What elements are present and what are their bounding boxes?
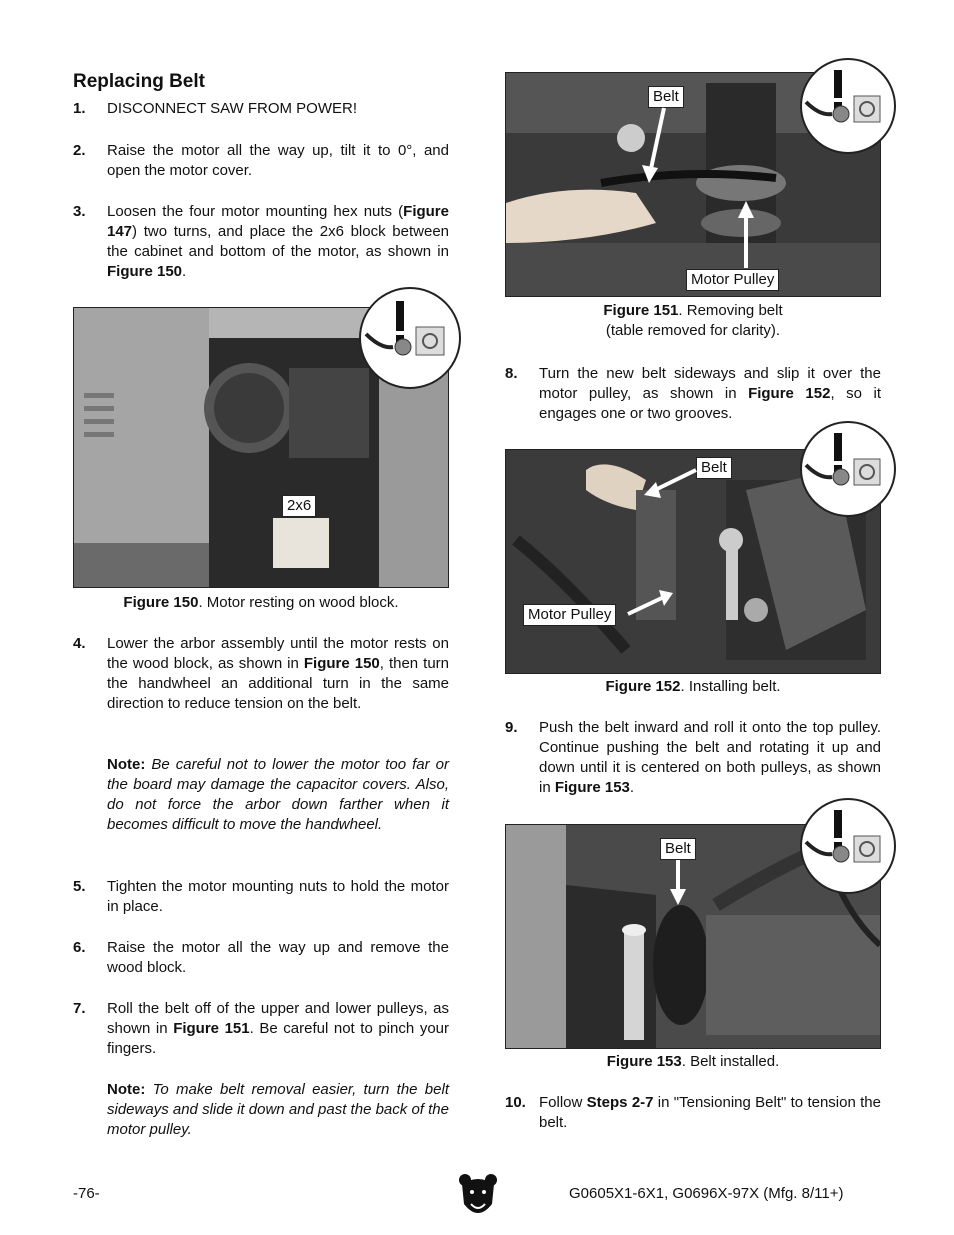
note-2: Note: To make belt removal easier, turn the belt sideways and slide it down and past the back of the motor pulley. — [107, 1081, 449, 1138]
callout-2x6: 2x6 — [282, 495, 316, 517]
step-10: 10. Follow Steps 2-7 in "Tensioning Belt" to tension the belt. — [505, 1094, 881, 1131]
warning-icon — [800, 798, 896, 894]
callout-belt-151: Belt — [648, 86, 684, 108]
step-6: 6. Raise the motor all the way up and remove the wood block. — [73, 939, 449, 976]
page-number: -76- — [73, 1185, 100, 1202]
wood-block — [273, 518, 329, 568]
step-2: 2. Raise the motor all the way up, tilt it to 0°, and open the motor cover. — [73, 142, 449, 179]
note-1: Note: Be careful not to lower the motor too far or the board may damage the capacitor covers. Also, do not force the arbor down farther when it becomes difficult to move the handwheel. — [107, 756, 449, 833]
section-title: Replacing Belt — [73, 71, 205, 92]
callout-motor-pulley-152: Motor Pulley — [523, 604, 616, 626]
warning-icon — [359, 287, 461, 389]
figure-151-caption: Figure 151. Removing belt (table removed for clarity). — [603, 302, 783, 339]
bear-logo-icon — [458, 1172, 498, 1222]
figure-150-caption: Figure 150. Motor resting on wood block. — [123, 594, 399, 611]
model-info: G0605X1-6X1, G0696X-97X (Mfg. 8/11+) — [569, 1185, 844, 1202]
callout-belt-153: Belt — [660, 838, 696, 860]
step-4: 4. Lower the arbor assembly until the motor rests on the wood block, as shown in Figure 150, then turn the handwheel an additional turn in the same direction to reduce tension on the belt. — [73, 635, 450, 712]
step-7: 7. Roll the belt off of the upper and lower pulleys, as shown in Figure 151. Be careful not to pinch your fingers. — [73, 1000, 449, 1057]
callout-motor-pulley-151: Motor Pulley — [686, 269, 779, 291]
warning-icon — [800, 58, 896, 154]
step-5: 5. Tighten the motor mounting nuts to hold the motor in place. — [73, 878, 449, 915]
callout-belt-152: Belt — [696, 457, 732, 479]
step-8: 8. Turn the new belt sideways and slip it over the motor pulley, as shown in Figure 152, so it engages one or two grooves. — [505, 365, 881, 422]
step-3: 3. Loosen the four motor mounting hex nuts (Figure 147) two turns, and place the 2x6 block between the cabinet and bottom of the motor, as shown in Figure 150. — [73, 203, 449, 280]
warning-icon — [800, 421, 896, 517]
figure-153-caption: Figure 153. Belt installed. — [606, 1053, 780, 1070]
step-9: 9. Push the belt inward and roll it onto the top pulley. Continue pushing the belt and rotating it up and down until it is centered on both pulleys, as shown in Figure 153. — [505, 719, 881, 796]
figure-152-caption: Figure 152. Installing belt. — [605, 678, 781, 695]
